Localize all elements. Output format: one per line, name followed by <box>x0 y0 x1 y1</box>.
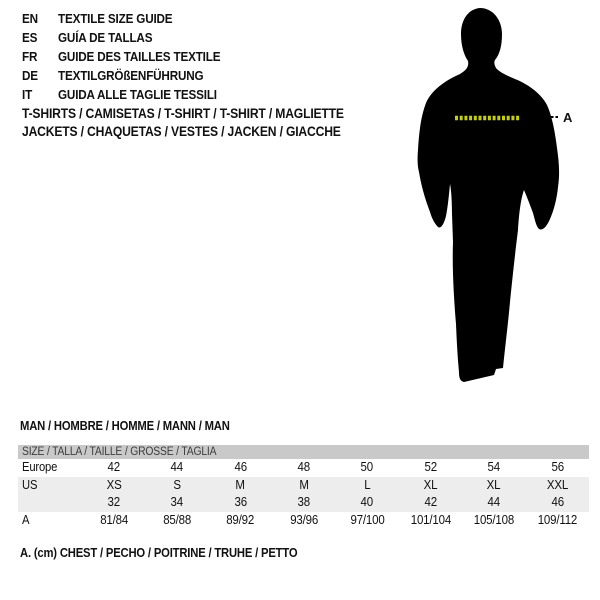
language-row-it <box>22 85 238 104</box>
language-code: FR <box>22 49 38 64</box>
language-guide-list <box>22 9 238 104</box>
table-row-chest-a: A 81/84 85/88 89/92 93/96 97/100 101/104 105/108 109/112 <box>18 512 589 530</box>
man-silhouette <box>418 8 560 382</box>
language-code: ES <box>22 30 38 45</box>
table-row-numeric: 32 34 36 38 40 42 44 46 <box>18 494 589 512</box>
garment-line-tshirts: T-SHIRTS / CAMISETAS / T-SHIRT / T-SHIRT / MAGLIETTE <box>22 106 344 121</box>
garment-line-jackets: JACKETS / CHAQUETAS / VESTES / JACKEN / GIACCHE <box>22 124 341 139</box>
measurement-footnote: A. (cm) CHEST / PECHO / POITRINE / TRUHE / PETTO <box>20 546 298 560</box>
language-row-fr <box>22 47 238 66</box>
language-row-es <box>22 28 238 47</box>
section-title-man: MAN / HOMBRE / HOMME / MANN / MAN <box>20 419 230 433</box>
man-measurement-diagram <box>400 0 600 410</box>
row-label: Europe <box>22 460 58 474</box>
language-title: TEXTILE SIZE GUIDE <box>58 11 173 26</box>
language-title: GUIDA ALLE TAGLIE TESSILI <box>58 87 217 102</box>
language-row-en <box>22 9 238 28</box>
table-row-us: US XS S M M L XL XL XXL <box>18 477 589 495</box>
row-label: US <box>22 477 38 492</box>
language-code: DE <box>22 68 38 83</box>
language-code: IT <box>22 87 33 102</box>
language-title: GUIDE DES TAILLES TEXTILE <box>58 49 221 64</box>
language-row-de <box>22 66 238 85</box>
size-table-header: SIZE / TALLA / TAILLE / GRÖSSE / TAGLIA <box>18 445 589 459</box>
language-code: EN <box>22 11 38 26</box>
language-title: GUÍA DE TALLAS <box>58 30 153 45</box>
row-label: A <box>22 512 30 527</box>
garment-type-lines <box>22 105 380 141</box>
table-row-europe: Europe 42 44 46 48 50 52 54 56 <box>18 459 589 477</box>
row-label <box>18 494 82 512</box>
measure-label-a: A <box>563 110 573 125</box>
language-title: TEXTILGRÖßENFÜHRUNG <box>58 68 204 83</box>
size-table <box>18 445 589 529</box>
